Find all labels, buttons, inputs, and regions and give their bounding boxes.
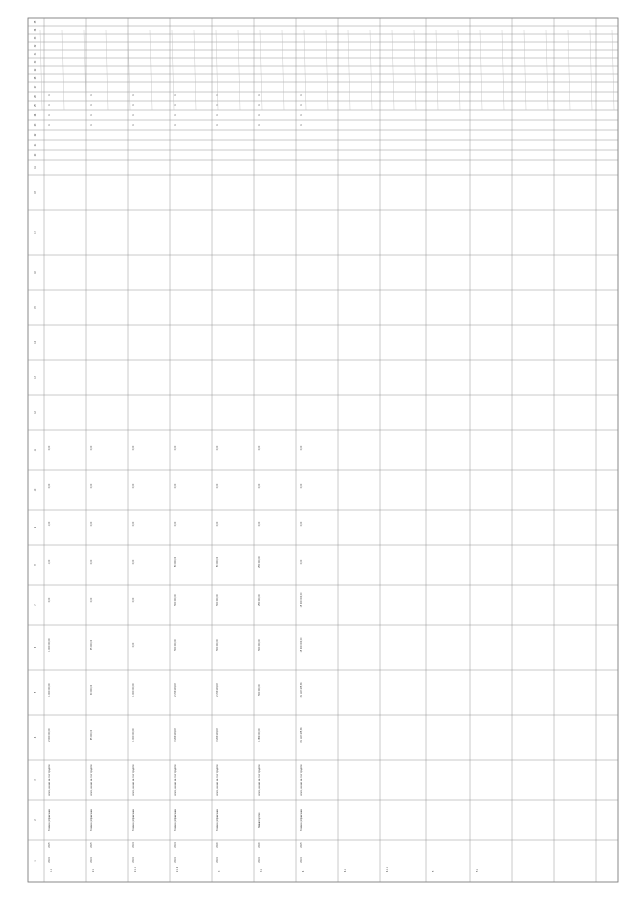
year-start: 2014 <box>217 857 219 863</box>
amount-cell: 2 706 904,03 <box>217 683 219 697</box>
amount-cell: 500 000,00 <box>259 684 261 696</box>
column-number: 8 <box>35 564 37 566</box>
mark-cell: X <box>133 124 135 126</box>
column-number: 32 <box>35 44 37 48</box>
amount-cell: 1 000 000,00 <box>133 683 135 697</box>
row-id: 2.1 <box>93 868 95 872</box>
mark-cell: X <box>133 104 135 106</box>
column-number: 16 <box>35 271 37 274</box>
mark-cell: X <box>259 114 261 116</box>
column-number: 15 <box>35 306 37 309</box>
amount-cell: 500 000,00 <box>217 639 219 651</box>
year-end: 2015 <box>49 842 51 848</box>
row-id: 3.1 <box>261 868 263 872</box>
mark-cell: X <box>259 94 261 96</box>
value-cell: 0,00 <box>259 521 261 527</box>
mark-cell: X <box>49 114 51 116</box>
column-number: 29 <box>35 68 37 72</box>
column-number: 17 <box>35 231 37 234</box>
value-cell: 0,00 <box>175 521 177 527</box>
mark-cell: X <box>217 114 219 116</box>
value-cell: 0,00 <box>49 483 51 489</box>
row-id: 4.1.1 <box>387 866 389 872</box>
mark-cell: X <box>49 104 51 106</box>
mark-cell: X <box>301 104 303 106</box>
year-end: 2016 <box>259 842 261 848</box>
column-number: 1 <box>35 860 37 862</box>
value-cell: 0,00 <box>301 521 303 527</box>
executor: Министерство <box>259 812 261 828</box>
executor: Главное управление <box>175 809 177 831</box>
mark-cell: X <box>91 94 93 96</box>
mark-cell: X <box>91 104 93 106</box>
table-frame <box>28 18 618 882</box>
column-number: 14 <box>35 341 37 344</box>
mark-cell: X <box>301 114 303 116</box>
executor: Главное управление <box>133 809 135 831</box>
mark-cell: X <box>133 94 135 96</box>
row-id: 2.1.2 <box>177 866 179 872</box>
year-start: 2014 <box>91 857 93 863</box>
column-number: 34 <box>35 28 37 32</box>
mark-cell: X <box>175 124 177 126</box>
value-cell: 0,00 <box>259 445 261 451</box>
amount-cell: 1 000 000,00 <box>49 638 51 652</box>
amount-cell: 2 000 000,00 <box>49 728 51 742</box>
funding-source: всего, из них за счет средств <box>301 764 303 796</box>
mark-cell: X <box>217 94 219 96</box>
value-cell: 0,00 <box>217 483 219 489</box>
column-number: 28 <box>35 76 37 80</box>
value-cell: 50 000,00 <box>175 556 177 568</box>
mark-cell: X <box>49 124 51 126</box>
row-id: 5.1 <box>477 868 479 872</box>
amount-cell: 3 206 904,03 <box>217 728 219 742</box>
column-number: 5 <box>35 691 37 694</box>
amount-cell: 500 000,00 <box>175 639 177 651</box>
mark-cell: X <box>217 124 219 126</box>
row-id: 3 <box>219 870 221 872</box>
column-number: 13 <box>35 376 37 379</box>
column-number: 7 <box>35 604 37 606</box>
column-number: 3 <box>35 779 37 781</box>
year-end: 2015 <box>91 842 93 848</box>
value-cell: 0,00 <box>301 445 303 451</box>
column-number: 22 <box>35 133 37 137</box>
column-number: 11 <box>35 448 37 452</box>
amount-cell: 30 000,00 <box>91 684 93 696</box>
row-id: 1.1 <box>51 868 53 872</box>
value-cell: 0,00 <box>91 445 93 451</box>
column-number: 6 <box>35 646 37 649</box>
executor: Главное управление <box>91 809 93 831</box>
year-start: 2014 <box>175 857 177 863</box>
column-number: 24 <box>35 113 37 117</box>
row-id: 4.1 <box>345 868 347 872</box>
mark-cell: X <box>91 114 93 116</box>
mark-cell: X <box>175 94 177 96</box>
executor: Главное управление <box>49 809 51 831</box>
mark-cell: X <box>175 114 177 116</box>
amount-cell: 15 000 000,00 <box>301 637 303 653</box>
row-id: 2.1.1 <box>135 866 137 872</box>
column-number: 18 <box>35 191 37 194</box>
funding-source: всего, из них за счет средств <box>259 764 261 796</box>
funding-source: всего, из них за счет средств <box>49 764 51 796</box>
value-cell: 0,00 <box>175 483 177 489</box>
column-number: 35 <box>35 20 37 24</box>
column-number: 30 <box>35 60 37 64</box>
value-cell: 500 000,00 <box>175 594 177 606</box>
amount-cell: 1 452 000,00 <box>259 728 261 742</box>
column-number: 9 <box>35 526 37 529</box>
mark-cell: X <box>49 94 51 96</box>
value-cell: 0,00 <box>91 483 93 489</box>
value-cell: 0,00 <box>301 559 303 565</box>
amount-cell: 61 193 165,34 <box>301 727 303 743</box>
year-end: 2016 <box>217 842 219 848</box>
mark-cell: X <box>301 94 303 96</box>
amount-cell: 65 000,00 <box>91 729 93 741</box>
column-number: 27 <box>35 85 37 89</box>
value-cell: 0,00 <box>91 521 93 527</box>
column-number: 20 <box>35 153 37 157</box>
value-cell: 50 000,00 <box>217 556 219 568</box>
mark-cell: X <box>259 104 261 106</box>
value-cell: 0,00 <box>49 445 51 451</box>
value-cell: 0,00 <box>133 597 135 603</box>
value-cell: 0,00 <box>49 597 51 603</box>
year-end: 2014 <box>175 842 177 848</box>
value-cell: 0,00 <box>133 559 135 565</box>
value-cell: 500 000,00 <box>217 594 219 606</box>
amount-cell: 1 000 000,00 <box>49 683 51 697</box>
column-number: 23 <box>35 123 37 127</box>
column-number: 12 <box>35 411 37 414</box>
value-cell: 0,00 <box>217 521 219 527</box>
value-cell: 15 000 000,00 <box>301 592 303 608</box>
executor: Главное управление <box>301 809 303 831</box>
column-number: 19 <box>35 166 37 169</box>
value-cell: 0,00 <box>175 445 177 451</box>
value-cell: 250 000,00 <box>259 594 261 606</box>
value-cell: 1,00 <box>49 559 51 565</box>
column-number: 26 <box>35 95 37 98</box>
column-number: 2 <box>35 819 37 821</box>
amount-cell: 500 000,00 <box>259 639 261 651</box>
year-start: 2014 <box>301 857 303 863</box>
year-end: 2015 <box>301 842 303 848</box>
amount-cell: 31 193 165,34 <box>301 682 303 698</box>
year-start: 2014 <box>259 857 261 863</box>
value-cell: 0,00 <box>91 597 93 603</box>
mark-cell: X <box>175 104 177 106</box>
executor: Главное управление <box>217 809 219 831</box>
value-cell: 0,00 <box>133 483 135 489</box>
mark-cell: X <box>133 114 135 116</box>
amount-cell: 1 000 000,00 <box>133 728 135 742</box>
value-cell: 1,00 <box>49 521 51 527</box>
mark-cell: X <box>301 124 303 126</box>
funding-source: всего, из них за счет средств <box>133 764 135 796</box>
mark-cell: X <box>259 124 261 126</box>
column-number: 21 <box>35 143 37 147</box>
amount-cell: 35 000,00 <box>91 639 93 651</box>
column-number: 25 <box>35 104 37 107</box>
year-start: 2014 <box>133 857 135 863</box>
value-cell: 0,00 <box>217 445 219 451</box>
funding-source: всего, из них за счет средств <box>175 764 177 796</box>
column-number: 10 <box>35 488 37 492</box>
value-cell: 0,00 <box>133 521 135 527</box>
amount-cell: 3 206 904,03 <box>175 728 177 742</box>
mark-cell: X <box>91 124 93 126</box>
value-cell: 250 000,00 <box>259 556 261 568</box>
column-number: 31 <box>35 52 37 56</box>
row-id: 5 <box>433 870 435 872</box>
value-cell: 0,00 <box>259 483 261 489</box>
funding-source: всего, из них за счет средств <box>91 764 93 796</box>
value-cell: 0,00 <box>301 483 303 489</box>
amount-cell: 2 706 904,03 <box>175 683 177 697</box>
year-start: 2014 <box>49 857 51 863</box>
column-number: 33 <box>35 36 37 40</box>
year-end: 2014 <box>133 842 135 848</box>
amount-cell: 0,00 <box>133 642 135 648</box>
row-id: 4 <box>303 870 305 872</box>
value-cell: 0,00 <box>91 559 93 565</box>
value-cell: 0,00 <box>133 445 135 451</box>
funding-source: всего, из них за счет средств <box>217 764 219 796</box>
column-number: 4 <box>35 736 37 739</box>
